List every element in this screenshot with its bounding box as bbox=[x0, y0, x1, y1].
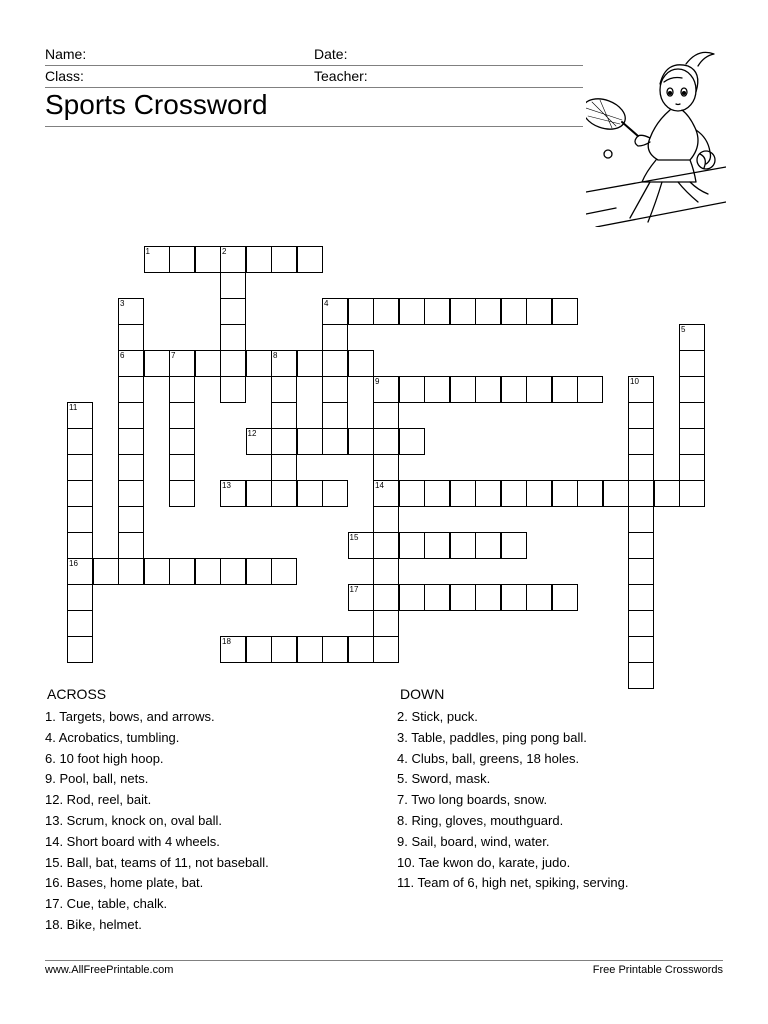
crossword-cell[interactable] bbox=[220, 298, 246, 325]
clue-item: 5. Sword, mask. bbox=[397, 771, 491, 787]
crossword-cell[interactable] bbox=[501, 584, 527, 611]
clue-number: 10 bbox=[630, 377, 639, 386]
crossword-cell[interactable] bbox=[373, 428, 399, 455]
crossword-cell[interactable] bbox=[679, 324, 705, 351]
clue-item: 9. Pool, ball, nets. bbox=[45, 771, 149, 787]
crossword-cell[interactable] bbox=[373, 610, 399, 637]
crossword-cell[interactable] bbox=[577, 480, 603, 507]
crossword-cell[interactable] bbox=[373, 532, 399, 559]
crossword-cell[interactable] bbox=[348, 350, 374, 377]
crossword-cell[interactable] bbox=[322, 298, 348, 325]
crossword-cell[interactable] bbox=[450, 480, 476, 507]
crossword-cell[interactable] bbox=[348, 584, 374, 611]
crossword-cell[interactable] bbox=[297, 428, 323, 455]
crossword-cell[interactable] bbox=[552, 298, 578, 325]
crossword-cell[interactable] bbox=[679, 480, 705, 507]
clue-item: 7. Two long boards, snow. bbox=[397, 792, 548, 808]
clue-item: 15. Ball, bat, teams of 11, not baseball. bbox=[45, 854, 269, 870]
crossword-cell[interactable] bbox=[501, 532, 527, 559]
clue-number: 3 bbox=[120, 299, 125, 308]
crossword-cell[interactable] bbox=[220, 246, 246, 273]
clue-item: 4. Clubs, ball, greens, 18 holes. bbox=[397, 750, 580, 766]
crossword-cell[interactable] bbox=[67, 480, 93, 507]
crossword-cell[interactable] bbox=[552, 584, 578, 611]
crossword-cell[interactable] bbox=[679, 350, 705, 377]
clue-item: 3. Table, paddles, ping pong ball. bbox=[397, 729, 587, 745]
crossword-cell[interactable] bbox=[628, 584, 654, 611]
crossword-cell[interactable] bbox=[246, 428, 272, 455]
crossword-cell[interactable] bbox=[450, 298, 476, 325]
crossword-cell[interactable] bbox=[399, 376, 425, 403]
crossword-cell[interactable] bbox=[271, 246, 297, 273]
crossword-cell[interactable] bbox=[475, 480, 501, 507]
crossword-cell[interactable] bbox=[118, 454, 144, 481]
crossword-cell[interactable] bbox=[628, 428, 654, 455]
crossword-cell[interactable] bbox=[93, 558, 119, 585]
crossword-cell[interactable] bbox=[169, 558, 195, 585]
crossword-cell[interactable] bbox=[67, 558, 93, 585]
clue-item: 10. Tae kwon do, karate, judo. bbox=[397, 854, 571, 870]
crossword-cell[interactable] bbox=[399, 480, 425, 507]
crossword-cell[interactable] bbox=[220, 272, 246, 299]
crossword-cell[interactable] bbox=[271, 558, 297, 585]
clue-item: 2. Stick, puck. bbox=[397, 709, 478, 724]
crossword-cell[interactable] bbox=[67, 584, 93, 611]
crossword-cell[interactable] bbox=[322, 428, 348, 455]
across-heading: ACROSS bbox=[47, 686, 107, 702]
crossword-cell[interactable] bbox=[450, 584, 476, 611]
crossword-cell[interactable] bbox=[526, 298, 552, 325]
crossword-cell[interactable] bbox=[424, 376, 450, 403]
crossword-cell[interactable] bbox=[373, 584, 399, 611]
crossword-cell[interactable] bbox=[679, 376, 705, 403]
footer-site: www.AllFreePrintable.com bbox=[45, 964, 174, 976]
clue-number: 18 bbox=[222, 637, 231, 646]
clue-number: 13 bbox=[222, 481, 231, 490]
class-label: Class: bbox=[45, 68, 84, 84]
crossword-cell[interactable] bbox=[322, 480, 348, 507]
crossword-cell[interactable] bbox=[424, 298, 450, 325]
down-heading: DOWN bbox=[400, 686, 445, 702]
clue-item: 11. Team of 6, high net, spiking, serving. bbox=[397, 875, 629, 891]
crossword-cell[interactable] bbox=[628, 454, 654, 481]
crossword-cell[interactable] bbox=[322, 376, 348, 403]
crossword-cell[interactable] bbox=[628, 636, 654, 663]
crossword-cell[interactable] bbox=[118, 558, 144, 585]
crossword-cell[interactable] bbox=[373, 506, 399, 533]
clue-number: 17 bbox=[349, 585, 359, 594]
clue-number: 2 bbox=[222, 247, 227, 256]
crossword-cell[interactable] bbox=[322, 402, 348, 429]
crossword-cell[interactable] bbox=[297, 350, 323, 377]
crossword-cell[interactable] bbox=[373, 402, 399, 429]
clue-number: 6 bbox=[120, 351, 125, 360]
crossword-cell[interactable] bbox=[118, 402, 144, 429]
crossword-cell[interactable] bbox=[220, 324, 246, 351]
crossword-cell[interactable] bbox=[246, 350, 272, 377]
crossword-cell[interactable] bbox=[67, 428, 93, 455]
clue-item: 14. Short board with 4 wheels. bbox=[45, 833, 220, 849]
crossword-cell[interactable] bbox=[67, 506, 93, 533]
crossword-cell[interactable] bbox=[552, 480, 578, 507]
crossword-cell[interactable] bbox=[169, 350, 195, 377]
crossword-cell[interactable] bbox=[628, 506, 654, 533]
crossword-cell[interactable] bbox=[628, 532, 654, 559]
crossword-cell[interactable] bbox=[220, 350, 246, 377]
crossword-cell[interactable] bbox=[373, 558, 399, 585]
crossword-cell[interactable] bbox=[169, 454, 195, 481]
crossword-cell[interactable] bbox=[475, 298, 501, 325]
crossword-cell[interactable] bbox=[628, 402, 654, 429]
crossword-cell[interactable] bbox=[679, 454, 705, 481]
crossword-cell[interactable] bbox=[628, 610, 654, 637]
crossword-cell[interactable] bbox=[501, 480, 527, 507]
crossword-cell[interactable] bbox=[399, 532, 425, 559]
crossword-cell[interactable] bbox=[552, 376, 578, 403]
crossword-cell[interactable] bbox=[144, 350, 170, 377]
footer-rule bbox=[45, 960, 723, 961]
clue-number: 11 bbox=[69, 403, 78, 412]
down-clue-list bbox=[397, 707, 629, 894]
crossword-cell[interactable] bbox=[373, 480, 399, 507]
crossword-cell[interactable] bbox=[373, 376, 399, 403]
clue-number: 16 bbox=[69, 559, 78, 568]
crossword-cell[interactable] bbox=[628, 558, 654, 585]
clue-item: 9. Sail, board, wind, water. bbox=[397, 833, 550, 849]
crossword-cell[interactable] bbox=[373, 636, 399, 663]
clue-item: 6. 10 foot high hoop. bbox=[45, 750, 164, 766]
crossword-cell[interactable] bbox=[67, 402, 93, 429]
crossword-cell[interactable] bbox=[603, 480, 629, 507]
clue-number: 5 bbox=[681, 325, 686, 334]
crossword-cell[interactable] bbox=[348, 428, 374, 455]
crossword-cell[interactable] bbox=[373, 298, 399, 325]
crossword-cell[interactable] bbox=[271, 402, 297, 429]
crossword-cell[interactable] bbox=[246, 558, 272, 585]
crossword-cell[interactable] bbox=[450, 376, 476, 403]
crossword-cell[interactable] bbox=[526, 584, 552, 611]
crossword-cell[interactable] bbox=[475, 532, 501, 559]
crossword-cell[interactable] bbox=[118, 480, 144, 507]
crossword-cell[interactable] bbox=[679, 402, 705, 429]
crossword-cell[interactable] bbox=[399, 298, 425, 325]
crossword-cell[interactable] bbox=[628, 662, 654, 689]
crossword-cell[interactable] bbox=[271, 350, 297, 377]
clue-item: 16. Bases, home plate, bat. bbox=[45, 875, 204, 891]
crossword-cell[interactable] bbox=[246, 480, 272, 507]
clue-item: 17. Cue, table, chalk. bbox=[45, 896, 168, 912]
clue-item: 8. Ring, gloves, mouthguard. bbox=[397, 812, 564, 828]
crossword-cell[interactable] bbox=[271, 376, 297, 403]
crossword-cell[interactable] bbox=[297, 480, 323, 507]
crossword-cell[interactable] bbox=[195, 558, 221, 585]
crossword-cell[interactable] bbox=[118, 298, 144, 325]
crossword-cell[interactable] bbox=[67, 532, 93, 559]
crossword-cell[interactable] bbox=[246, 246, 272, 273]
clue-number: 15 bbox=[349, 533, 359, 542]
crossword-cell[interactable] bbox=[144, 246, 170, 273]
crossword-cell[interactable] bbox=[424, 532, 450, 559]
crossword-cell[interactable] bbox=[399, 428, 425, 455]
crossword-cell[interactable] bbox=[118, 376, 144, 403]
crossword-cell[interactable] bbox=[271, 636, 297, 663]
crossword-cell[interactable] bbox=[348, 532, 374, 559]
clue-number: 12 bbox=[247, 429, 257, 438]
crossword-cell[interactable] bbox=[654, 480, 680, 507]
crossword-cell[interactable] bbox=[67, 610, 93, 637]
clue-item: 18. Bike, helmet. bbox=[45, 916, 142, 932]
clue-number: 1 bbox=[145, 247, 150, 256]
crossword-cell[interactable] bbox=[169, 428, 195, 455]
crossword-cell[interactable] bbox=[118, 506, 144, 533]
crossword-cell[interactable] bbox=[679, 428, 705, 455]
crossword-cell[interactable] bbox=[220, 636, 246, 663]
footer-caption: Free Printable Crosswords bbox=[592, 964, 723, 976]
crossword-cell[interactable] bbox=[67, 454, 93, 481]
teacher-label: Teacher: bbox=[314, 68, 368, 84]
crossword-cell[interactable] bbox=[628, 480, 654, 507]
crossword-cell[interactable] bbox=[220, 558, 246, 585]
crossword-cell[interactable] bbox=[322, 350, 348, 377]
crossword-cell[interactable] bbox=[169, 402, 195, 429]
page-title: Sports Crossword bbox=[45, 89, 268, 120]
clue-item: 1. Targets, bows, and arrows. bbox=[45, 709, 215, 724]
crossword-cell[interactable] bbox=[628, 376, 654, 403]
crossword-cell[interactable] bbox=[373, 454, 399, 481]
crossword-cell[interactable] bbox=[271, 454, 297, 481]
crossword-cell[interactable] bbox=[169, 246, 195, 273]
crossword-cell[interactable] bbox=[118, 532, 144, 559]
crossword-cell[interactable] bbox=[297, 246, 323, 273]
clue-number: 7 bbox=[171, 351, 176, 360]
crossword-cell[interactable] bbox=[526, 376, 552, 403]
crossword-cell[interactable] bbox=[348, 298, 374, 325]
clue-number: 9 bbox=[375, 377, 380, 386]
crossword-cell[interactable] bbox=[424, 480, 450, 507]
across-clue-list bbox=[45, 707, 269, 936]
crossword-cell[interactable] bbox=[501, 376, 527, 403]
crossword-cell[interactable] bbox=[195, 246, 221, 273]
clue-item: 13. Scrum, knock on, oval ball. bbox=[45, 812, 223, 828]
crossword-cell[interactable] bbox=[322, 636, 348, 663]
clue-number: 14 bbox=[375, 481, 384, 490]
crossword-cell[interactable] bbox=[169, 376, 195, 403]
crossword-cell[interactable] bbox=[220, 376, 246, 403]
crossword-cell[interactable] bbox=[118, 324, 144, 351]
crossword-cell[interactable] bbox=[118, 350, 144, 377]
crossword-cell[interactable] bbox=[118, 428, 144, 455]
date-label: Date: bbox=[314, 46, 348, 62]
clue-item: 12. Rod, reel, bait. bbox=[45, 792, 152, 808]
crossword-cell[interactable] bbox=[169, 480, 195, 507]
clue-number: 4 bbox=[324, 299, 329, 308]
crossword-cell[interactable] bbox=[297, 636, 323, 663]
crossword-cell[interactable] bbox=[67, 636, 93, 663]
crossword-cell[interactable] bbox=[577, 376, 603, 403]
crossword-cell[interactable] bbox=[144, 558, 170, 585]
crossword-cell[interactable] bbox=[220, 480, 246, 507]
crossword-cell[interactable] bbox=[322, 324, 348, 351]
crossword-cell[interactable] bbox=[246, 636, 272, 663]
crossword-cell[interactable] bbox=[501, 298, 527, 325]
crossword-cell[interactable] bbox=[348, 636, 374, 663]
crossword-cell[interactable] bbox=[475, 584, 501, 611]
name-label: Name: bbox=[45, 46, 87, 62]
clue-number: 8 bbox=[273, 351, 278, 360]
crossword-cell[interactable] bbox=[526, 480, 552, 507]
crossword-cell[interactable] bbox=[271, 428, 297, 455]
clue-item: 4. Acrobatics, tumbling. bbox=[45, 729, 180, 745]
crossword-cell[interactable] bbox=[450, 532, 476, 559]
crossword-cell[interactable] bbox=[399, 584, 425, 611]
crossword-cell[interactable] bbox=[424, 584, 450, 611]
crossword-cell[interactable] bbox=[475, 376, 501, 403]
crossword-cell[interactable] bbox=[195, 350, 221, 377]
crossword-cell[interactable] bbox=[271, 480, 297, 507]
